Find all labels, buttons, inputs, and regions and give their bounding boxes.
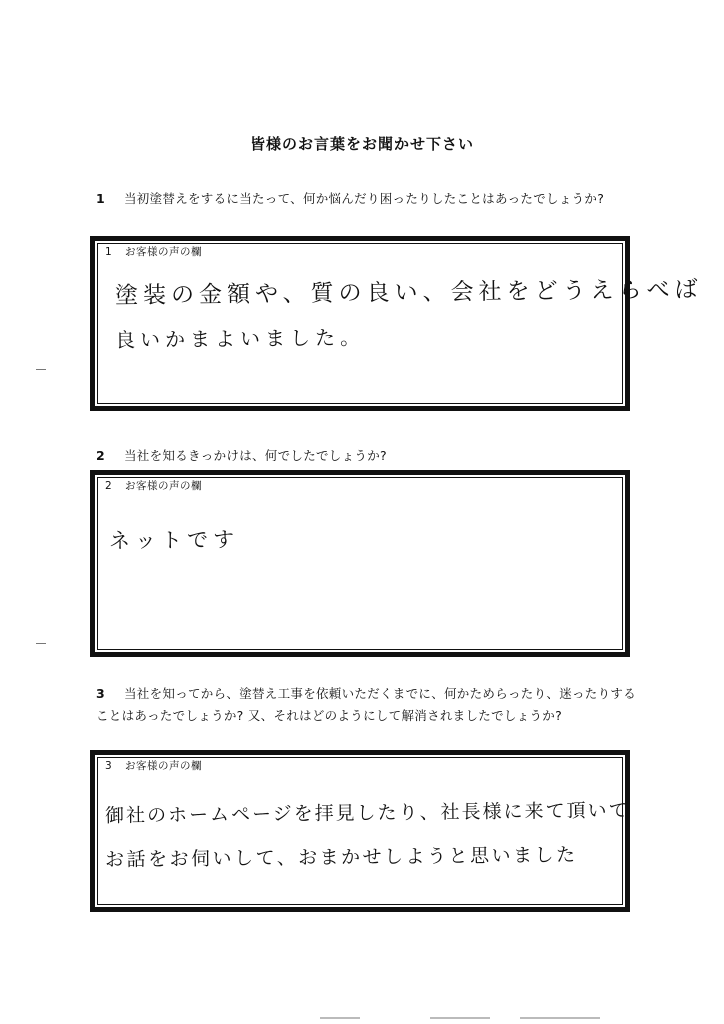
label-number: 2 [105,480,113,492]
question-text: 当社を知ってから、塗替え工事を依頼いただくまでに、何かためらったり、迷ったりすることはあったでしょうか? 又、それはどのようにして解消されましたでしょうか? [96,686,637,723]
scan-mark [36,643,46,644]
handwritten-answer-line: 塗装の金額や、質の良い、会社をどうえらべば [114,276,703,309]
handwritten-answer-line: 良いかまよいました。 [114,325,366,352]
question-text: 当社を知るきっかけは、何でしたでしょうか? [124,448,387,463]
answer-box-label [105,758,202,773]
scan-mark [520,1017,600,1019]
label-text: お客様の声の欄 [125,480,202,492]
handwritten-answer-line: 御社のホームページを拝見したり、社長様に来て頂いて [104,799,630,827]
scan-mark [430,1017,490,1019]
answer-box-3 [90,750,630,912]
answer-box-inner-border [97,477,623,650]
answer-box-inner-border [97,757,623,905]
page-title: 皆様のお言葉をお聞かせ下さい [249,135,474,153]
answer-box-1 [90,236,703,411]
scan-mark [320,1017,360,1019]
question-1 [96,188,641,210]
answer-box-label [105,478,202,493]
label-text: お客様の声の欄 [125,760,202,772]
question-3 [96,683,641,727]
question-number: 3 [96,686,105,701]
answer-box-label [105,244,202,259]
label-number: 3 [105,760,113,772]
question-number: 2 [96,448,105,463]
label-number: 1 [105,246,113,258]
answer-box-2 [90,470,630,657]
question-text: 当初塗替えをするに当たって、何か悩んだり困ったりしたことはあったでしょうか? [124,191,605,206]
handwritten-answer-line: ネットです [108,527,240,553]
question-number: 1 [96,191,105,206]
scan-mark [36,369,46,370]
question-2 [96,445,641,467]
handwritten-answer-line: お話をお伺いして、おまかせしようと思いました [104,844,578,871]
label-text: お客様の声の欄 [125,246,202,258]
